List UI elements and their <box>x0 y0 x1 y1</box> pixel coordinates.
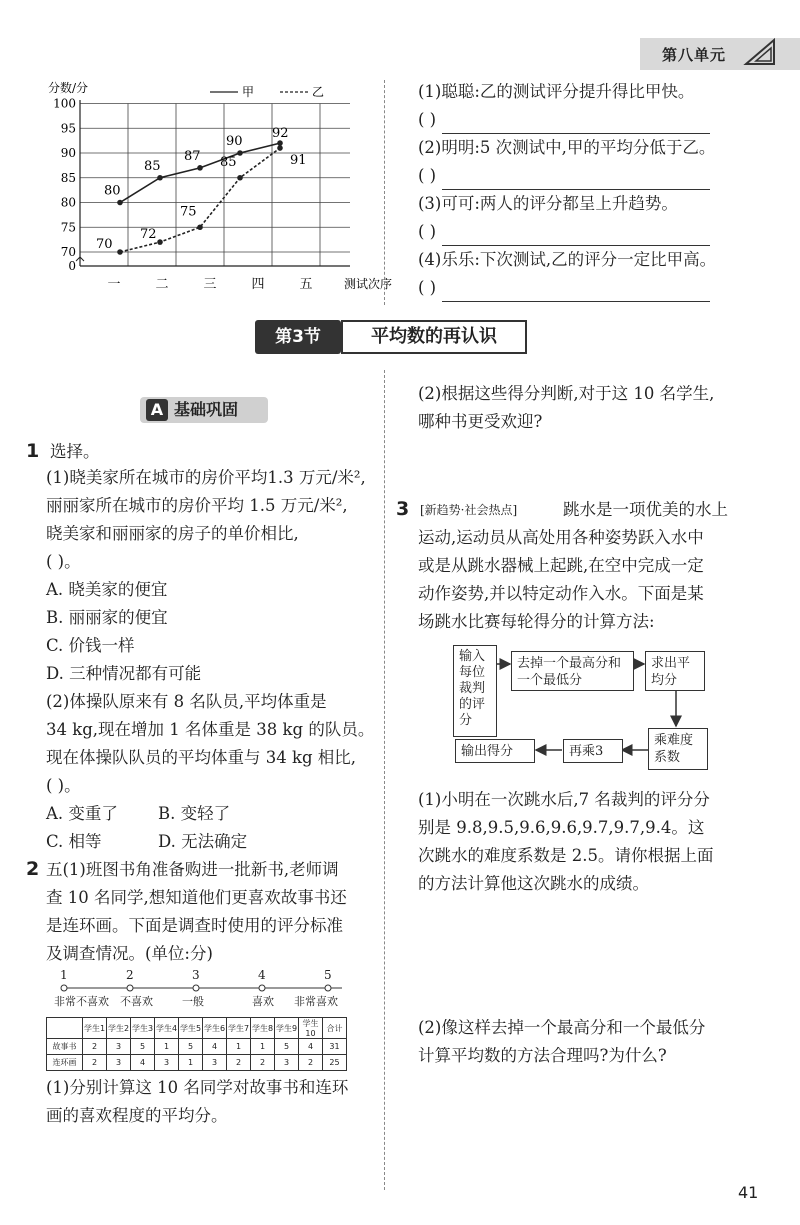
table-cell: 连环画 <box>47 1055 83 1071</box>
column-divider <box>384 80 385 305</box>
x-tick-label: 三 <box>203 277 217 292</box>
table-cell: 2 <box>299 1055 323 1071</box>
data-label: 80 <box>104 183 121 199</box>
table-cell: 3 <box>275 1055 299 1071</box>
data-point <box>237 175 243 181</box>
q1-sub2-line2: 34 kg,现在增加 1 名体重是 38 kg 的队员。 <box>46 720 375 739</box>
judge-answer-2[interactable]: ( ) <box>418 162 710 190</box>
data-point <box>237 150 243 156</box>
q2-sub1-line2: 画的喜欢程度的平均分。 <box>46 1106 228 1125</box>
table-header-cell: 学生8 <box>251 1018 275 1039</box>
flow-remove-box: 去掉一个最高分和一个最低分 <box>511 651 634 691</box>
scale-label-2: 不喜欢 <box>120 995 153 1008</box>
q2-line4: 及调查情况。(单位:分) <box>46 944 213 963</box>
q2-sub1-line1: (1)分别计算这 10 名同学对故事书和连环 <box>46 1078 349 1097</box>
q3-line4: 动作姿势,并以特定动作入水。下面是某 <box>418 584 704 603</box>
y-tick-label: 90 <box>60 146 76 160</box>
table-row <box>47 1039 347 1055</box>
data-point <box>277 140 283 146</box>
scale-label-4: 喜欢 <box>252 995 274 1008</box>
q2-line2: 查 10 名同学,想知道他们更喜欢故事书还 <box>46 888 347 907</box>
rating-table <box>46 1017 347 1071</box>
page-number: 41 <box>738 1183 759 1202</box>
y-tick-label: 70 <box>60 245 76 259</box>
x-tick-label: 一 <box>107 277 121 292</box>
flow-output-box: 输出得分 <box>455 739 535 763</box>
table-cell: 5 <box>131 1039 155 1055</box>
q1-sub2-option-b[interactable]: B. 变轻了 <box>158 804 231 823</box>
q2-sub2-line2: 哪种书更受欢迎? <box>418 412 543 431</box>
judge-statement-4: (4)乐乐:下次测试,乙的评分一定比甲高。 <box>418 250 717 269</box>
data-label: 91 <box>290 153 307 169</box>
q3-sub1-line2: 别是 9.8,9.5,9.6,9.6,9.7,9.7,9.4。这 <box>418 818 705 837</box>
scale-label-1: 非常不喜欢 <box>54 995 109 1008</box>
table-header-cell: 学生3 <box>131 1018 155 1039</box>
q3-sub1-line4: 的方法计算他这次跳水的成绩。 <box>418 874 649 893</box>
y-tick-label: 0 <box>68 259 76 273</box>
section-title: 平均数的再认识 <box>341 320 527 354</box>
q1-sub1-answer[interactable]: ( )。 <box>46 552 81 571</box>
table-cell: 25 <box>323 1055 347 1071</box>
table-cell: 1 <box>251 1039 275 1055</box>
q1-option-c[interactable]: C. 价钱一样 <box>46 636 135 655</box>
table-row <box>47 1055 347 1071</box>
q2-sub2-line1: (2)根据这些得分判断,对于这 10 名学生, <box>418 384 715 403</box>
table-cell: 故事书 <box>47 1039 83 1055</box>
section-badge: 第3节 <box>255 320 341 354</box>
table-header-cell: 学生6 <box>203 1018 227 1039</box>
q1-sub1-line3: 晓美家和丽丽家的房子的单价相比, <box>46 524 299 543</box>
table-cell: 3 <box>107 1039 131 1055</box>
q3-sub1-line1: (1)小明在一次跳水后,7 名裁判的评分分 <box>418 790 710 809</box>
q1-sub2-option-c[interactable]: C. 相等 <box>46 832 102 851</box>
data-label: 72 <box>140 227 157 243</box>
table-cell: 31 <box>323 1039 347 1055</box>
table-header-cell: 学生2 <box>107 1018 131 1039</box>
table-header-cell: 学生4 <box>155 1018 179 1039</box>
triangle-ruler-icon <box>742 36 778 68</box>
y-tick-label: 75 <box>60 220 76 235</box>
table-cell: 1 <box>179 1055 203 1071</box>
x-tick-label: 五 <box>299 277 313 292</box>
x-tick-label: 四 <box>251 277 265 292</box>
q1-title: 选择。 <box>50 442 100 461</box>
data-label: 85 <box>220 154 237 170</box>
table-header-row <box>47 1018 347 1039</box>
data-label: 70 <box>96 237 113 252</box>
question-number-3: 3 <box>396 498 410 520</box>
data-point <box>277 145 283 151</box>
scale-num-1: 1 <box>60 968 68 982</box>
scale-num-4: 4 <box>258 968 266 982</box>
data-label: 90 <box>226 134 243 149</box>
table-cell: 2 <box>251 1055 275 1071</box>
judge-answer-4[interactable]: ( ) <box>418 274 710 302</box>
q1-sub2-line3: 现在体操队队员的平均体重与 34 kg 相比, <box>46 748 357 767</box>
scale-label-3: 一般 <box>182 995 204 1008</box>
score-line-chart <box>40 78 393 298</box>
x-tick-label: 二 <box>155 277 169 292</box>
table-cell: 4 <box>131 1055 155 1071</box>
q3-sub2-line2: 计算平均数的方法合理吗?为什么? <box>418 1046 667 1065</box>
y-axis-label: 分数/分 <box>48 81 89 95</box>
data-label: 75 <box>180 204 197 220</box>
basic-heading: 基础巩固 <box>174 400 239 419</box>
q3-line3: 或是从跳水器械上起跳,在空中完成一定 <box>418 556 704 575</box>
q2-line1: 五(1)班图书角准备购进一批新书,老师调 <box>46 860 339 879</box>
legend-label: 乙 <box>312 85 325 99</box>
data-point <box>197 224 203 230</box>
q1-sub2-option-a[interactable]: A. 变重了 <box>46 804 118 823</box>
q3-line1: 跳水是一项优美的水上 <box>563 500 728 519</box>
q3-line2: 运动,运动员从高处用各种姿势跃入水中 <box>418 528 704 547</box>
q1-sub2-line1: (2)体操队原来有 8 名队员,平均体重是 <box>46 692 327 711</box>
q1-sub1-line2: 丽丽家所在城市的房价平均 1.5 万元/米², <box>46 496 348 515</box>
question-number-2: 2 <box>26 858 40 880</box>
table-cell: 2 <box>227 1055 251 1071</box>
q1-option-d[interactable]: D. 三种情况都有可能 <box>46 664 202 683</box>
unit-title: 第八单元 <box>662 46 727 64</box>
table-header-cell: 学生10 <box>299 1018 323 1039</box>
judge-answer-1[interactable]: ( ) <box>418 106 710 134</box>
data-label: 87 <box>184 148 201 164</box>
data-point <box>117 200 123 206</box>
table-header-cell: 学生5 <box>179 1018 203 1039</box>
q1-sub2-answer[interactable]: ( )。 <box>46 776 81 795</box>
q2-line3: 是连环画。下面是调查时使用的评分标准 <box>46 916 343 935</box>
data-point <box>117 249 123 255</box>
x-axis-label: 测试次序 <box>343 277 393 291</box>
y-tick-label: 100 <box>53 96 76 111</box>
q1-option-b[interactable]: B. 丽丽家的便宜 <box>46 608 168 627</box>
scale-num-2: 2 <box>126 968 134 982</box>
scale-num-5: 5 <box>324 968 332 982</box>
scale-label-5: 非常喜欢 <box>294 995 338 1008</box>
data-point <box>197 165 203 171</box>
flow-times3-box: 再乘3 <box>563 739 623 763</box>
table-cell: 4 <box>299 1039 323 1055</box>
flow-average-box: 求出平均分 <box>645 651 705 691</box>
flow-input-box: 输入每位裁判的评分 <box>453 645 497 737</box>
legend-label: 甲 <box>242 85 255 99</box>
judge-statement-3: (3)可可:两人的评分都呈上升趋势。 <box>418 194 678 213</box>
table-header-cell: 学生9 <box>275 1018 299 1039</box>
table-cell: 4 <box>203 1039 227 1055</box>
table-cell: 1 <box>155 1039 179 1055</box>
table-cell: 5 <box>179 1039 203 1055</box>
table-cell: 1 <box>227 1039 251 1055</box>
table-cell: 2 <box>83 1039 107 1055</box>
q1-option-a[interactable]: A. 晓美家的便宜 <box>46 580 168 599</box>
judge-statement-1: (1)聪聪:乙的测试评分提升得比甲快。 <box>418 82 695 101</box>
table-cell: 5 <box>275 1039 299 1055</box>
table-cell: 3 <box>107 1055 131 1071</box>
judge-statement-2: (2)明明:5 次测试中,甲的平均分低于乙。 <box>418 138 716 157</box>
question-number-1: 1 <box>26 440 40 462</box>
table-header-cell: 学生1 <box>83 1018 107 1039</box>
rating-scale <box>54 968 354 1012</box>
y-tick-label: 95 <box>60 121 76 136</box>
y-tick-label: 85 <box>60 170 76 185</box>
table-cell: 3 <box>155 1055 179 1071</box>
column-divider-2 <box>384 370 385 1190</box>
scale-num-3: 3 <box>192 968 200 982</box>
table-header-cell: 合计 <box>323 1018 347 1039</box>
data-label: 92 <box>272 126 289 142</box>
flow-difficulty-box: 乘难度系数 <box>648 728 708 770</box>
judge-answer-3[interactable]: ( ) <box>418 218 710 246</box>
table-header-cell <box>47 1018 83 1039</box>
table-cell: 2 <box>83 1055 107 1071</box>
q3-line5: 场跳水比赛每轮得分的计算方法: <box>418 612 655 631</box>
q3-tag: [新趋势·社会热点] <box>420 503 518 517</box>
q1-sub2-option-d[interactable]: D. 无法确定 <box>158 832 248 851</box>
data-label: 85 <box>144 158 161 174</box>
table-cell: 3 <box>203 1055 227 1071</box>
data-point <box>157 239 163 245</box>
y-tick-label: 80 <box>60 195 76 210</box>
q1-sub1-line1: (1)晓美家所在城市的房价平均1.3 万元/米², <box>46 468 366 487</box>
q3-sub2-line1: (2)像这样去掉一个最高分和一个最低分 <box>418 1018 706 1037</box>
table-header-cell: 学生7 <box>227 1018 251 1039</box>
q3-sub1-line3: 次跳水的难度系数是 2.5。请你根据上面 <box>418 846 714 865</box>
basic-letter-badge: A <box>146 399 168 421</box>
data-point <box>157 175 163 181</box>
